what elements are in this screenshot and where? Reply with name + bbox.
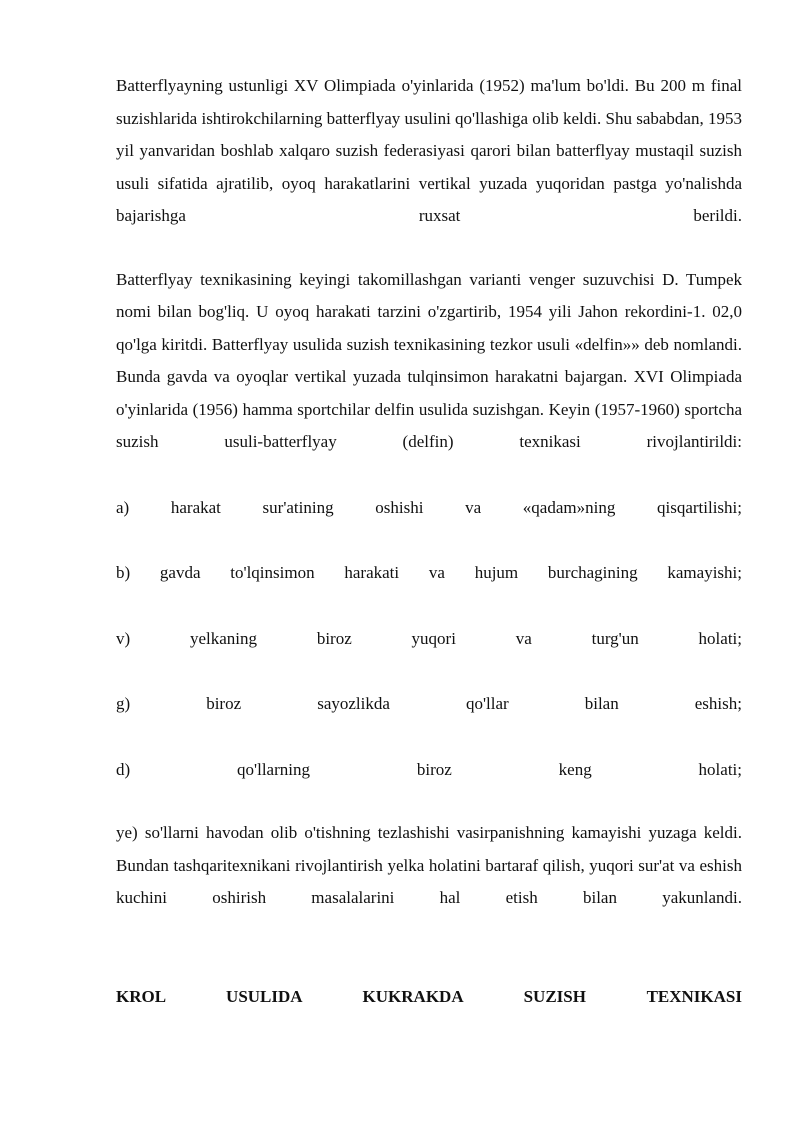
paragraph-butterfly-history: Batterflyayning ustunligi XV Olimpiada o'yinlarida (1952) ma'lum bo'ldi. Bu 200 m final suzishlarida ishtirokchilarning batterflyay usulini qo'llashiga olib keldi. Shu sababdan, 1953 yil yanvaridan boshlab xalqaro suzish federasiyasi qarori bilan batterflyay mustaqil suzish usuli sifatida ajratilib, oyoq harakatlarini vertikal yuzada yuqoridan pastga yo'nalishda bajarishga ruxsat berildi. [116,76,742,225]
list-item-b: b) gavda to'lqinsimon harakati va hujum burchagining kamayishi; [116,563,742,582]
list-item-g: g) biroz sayozlikda qo'llar bilan eshish; [116,694,742,713]
paragraph-technique-conclusion: ye) so'llarni havodan olib o'tishning tezlashishi vasirpanishning kamayishi yuzaga keldi. Bundan tashqaritexnikani rivojlantirish yelka holatini bartaraf qilish, yuqori sur'at va eshish kuchini oshirish masalalarini hal etish bilan yakunlandi. [116,823,742,907]
list-item-a: a) harakat sur'atining oshishi va «qadam»ning qisqartilishi; [116,497,742,517]
list-item-v: v) yelkaning biroz yuqori va turg'un holati; [116,628,742,648]
paragraph-butterfly-technique: Batterflyay texnikasining keyingi takomillashgan varianti venger suzuvchisi D. Tumpek nomi bilan bog'liq. U oyoq harakati tarzini o'zgartirib, 1954 yili Jahon rekordini-1. 02,0 qo'lga kiritdi. Batterflyay usulida suzish texnikasining tezkor usuli «delfin»» deb nomlandi. Bunda gavda va oyoqlar vertikal yuzada tulqinsimon harakatni bajargan. XVI Olimpiada o'yinlarida (1956) hamma sportchilar delfin usulida suzishgan. Keyin (1957-1960) sportcha suzish usuli-batterflyay (delfin) texnikasi rivojlantirildi: [116,269,742,451]
section-heading: KROL USULIDA KUKRAKDA SUZISH TEXNIKASI [116,986,742,1006]
list-item-d: d) qo'llarning biroz keng holati; [116,759,742,779]
